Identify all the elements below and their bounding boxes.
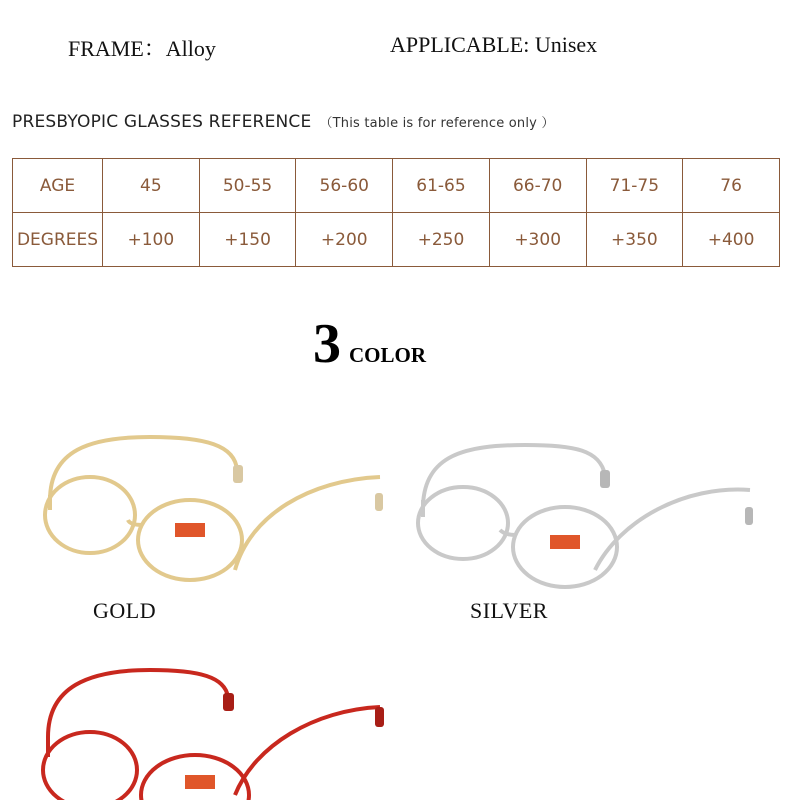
table-cell: +300 — [489, 213, 586, 267]
table-cell: +250 — [393, 213, 490, 267]
table-cell: +100 — [103, 213, 200, 267]
table-cell: 56-60 — [296, 159, 393, 213]
reference-title — [12, 112, 555, 132]
reference-table — [12, 158, 780, 267]
table-cell: 61-65 — [393, 159, 490, 213]
table-cell: 50-55 — [199, 159, 296, 213]
applicable-spec: APPLICABLE: Unisex — [390, 32, 598, 57]
variant-label-silver: SILVER — [470, 598, 548, 623]
table-row-age — [13, 159, 780, 213]
variant-label-gold: GOLD — [93, 598, 157, 623]
table-cell: 71-75 — [586, 159, 683, 213]
table-cell: +350 — [586, 213, 683, 267]
frame-spec: FRAME：Alloy — [68, 36, 216, 61]
table-cell: DEGREES — [13, 213, 103, 267]
reference-note: （This table is for reference only ） — [319, 116, 555, 131]
table-cell: +200 — [296, 213, 393, 267]
table-cell: +400 — [683, 213, 780, 267]
reference-title-text: PRESBYOPIC GLASSES REFERENCE — [12, 112, 312, 132]
table-cell: +150 — [199, 213, 296, 267]
color-count-number: 3 — [313, 313, 341, 375]
table-row-degrees — [13, 213, 780, 267]
color-count-word: COLOR — [349, 343, 427, 367]
table-cell: 45 — [103, 159, 200, 213]
red-glasses-image — [30, 665, 400, 800]
table-cell: AGE — [13, 159, 103, 213]
silver-glasses-image — [405, 435, 775, 595]
table-cell: 76 — [683, 159, 780, 213]
table-cell: 66-70 — [489, 159, 586, 213]
color-count-heading — [313, 312, 426, 376]
gold-glasses-image — [30, 425, 400, 590]
